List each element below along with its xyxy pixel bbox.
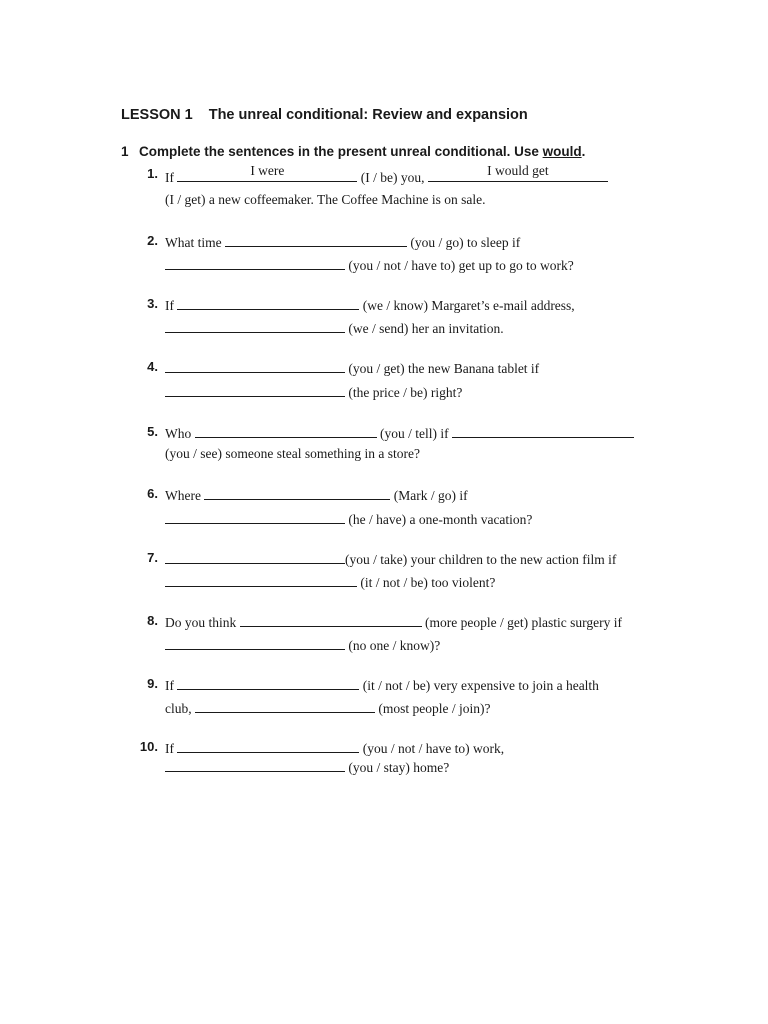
item-10-line-1: If (you / not / have to) work, [165, 738, 504, 757]
answer-blank[interactable] [195, 423, 377, 438]
filled-answer: I were [250, 163, 285, 178]
item-8-line-1: Do you think (more people / get) plastic surgery if [165, 612, 622, 631]
item-number-9: 9. [147, 676, 158, 691]
answer-blank[interactable] [204, 485, 390, 500]
item-9-line-2: club, (most people / join)? [165, 698, 490, 717]
answer-blank[interactable] [165, 635, 345, 650]
item-3-line-1: If (we / know) Margaret’s e-mail address, [165, 295, 575, 314]
item-6-line-2: (he / have) a one-month vacation? [165, 509, 532, 528]
item-number-3: 3. [147, 296, 158, 311]
item-5-line-1: Who (you / tell) if [165, 423, 634, 442]
answer-blank[interactable] [165, 358, 345, 373]
item-2-line-2: (you / not / have to) get up to go to work? [165, 255, 574, 274]
lesson-label: LESSON 1 [121, 107, 193, 123]
item-2-line-1: What time (you / go) to sleep if [165, 232, 520, 251]
item-number-8: 8. [147, 613, 158, 628]
exercise-number: 1 [121, 144, 129, 159]
answer-blank[interactable] [165, 382, 345, 397]
answer-blank[interactable] [240, 612, 422, 627]
item-4-line-1: (you / get) the new Banana tablet if [165, 358, 539, 377]
instruction-text: Complete the sentences in the present unreal conditional. Use [139, 144, 539, 159]
answer-blank[interactable] [165, 549, 345, 564]
answer-blank[interactable] [177, 163, 357, 182]
answer-blank[interactable] [177, 738, 359, 753]
answer-blank[interactable] [195, 698, 375, 713]
answer-blank[interactable] [452, 423, 634, 438]
item-1-line-1: If I were (I / be) you, I would get [165, 167, 608, 186]
item-number-1: 1. [147, 166, 158, 181]
answer-blank[interactable] [177, 295, 359, 310]
item-number-2: 2. [147, 233, 158, 248]
filled-answer: I would get [487, 163, 549, 178]
item-10-line-2: (you / stay) home? [165, 757, 449, 776]
item-4-line-2: (the price / be) right? [165, 382, 462, 401]
item-1-line-2: (I / get) a new coffeemaker. The Coffee Machine is on sale. [165, 192, 486, 207]
item-3-line-2: (we / send) her an invitation. [165, 318, 504, 337]
answer-blank[interactable] [165, 572, 357, 587]
item-number-7: 7. [147, 550, 158, 565]
answer-blank[interactable] [165, 757, 345, 772]
lesson-heading: The unreal conditional: Review and expansion [208, 107, 528, 123]
answer-blank[interactable] [165, 509, 345, 524]
item-7-line-2: (it / not / be) too violent? [165, 572, 495, 591]
item-9-line-1: If (it / not / be) very expensive to join a health [165, 675, 599, 694]
answer-blank[interactable] [225, 232, 407, 247]
answer-blank[interactable] [428, 163, 608, 182]
item-8-line-2: (no one / know)? [165, 635, 440, 654]
answer-blank[interactable] [177, 675, 359, 690]
item-number-4: 4. [147, 359, 158, 374]
item-7-line-1: (you / take) your children to the new action film if [165, 549, 616, 568]
item-number-5: 5. [147, 424, 158, 439]
answer-blank[interactable] [165, 318, 345, 333]
answer-blank[interactable] [165, 255, 345, 270]
item-5-line-2: (you / see) someone steal something in a store? [165, 446, 420, 461]
item-number-10: 10. [139, 739, 158, 754]
item-6-line-1: Where (Mark / go) if [165, 485, 468, 504]
exercise-instruction: 1 Complete the sentences in the present unreal conditional. Use would. [121, 144, 586, 159]
lesson-title [121, 107, 528, 123]
instruction-keyword: would [542, 144, 582, 159]
item-number-6: 6. [147, 486, 158, 501]
